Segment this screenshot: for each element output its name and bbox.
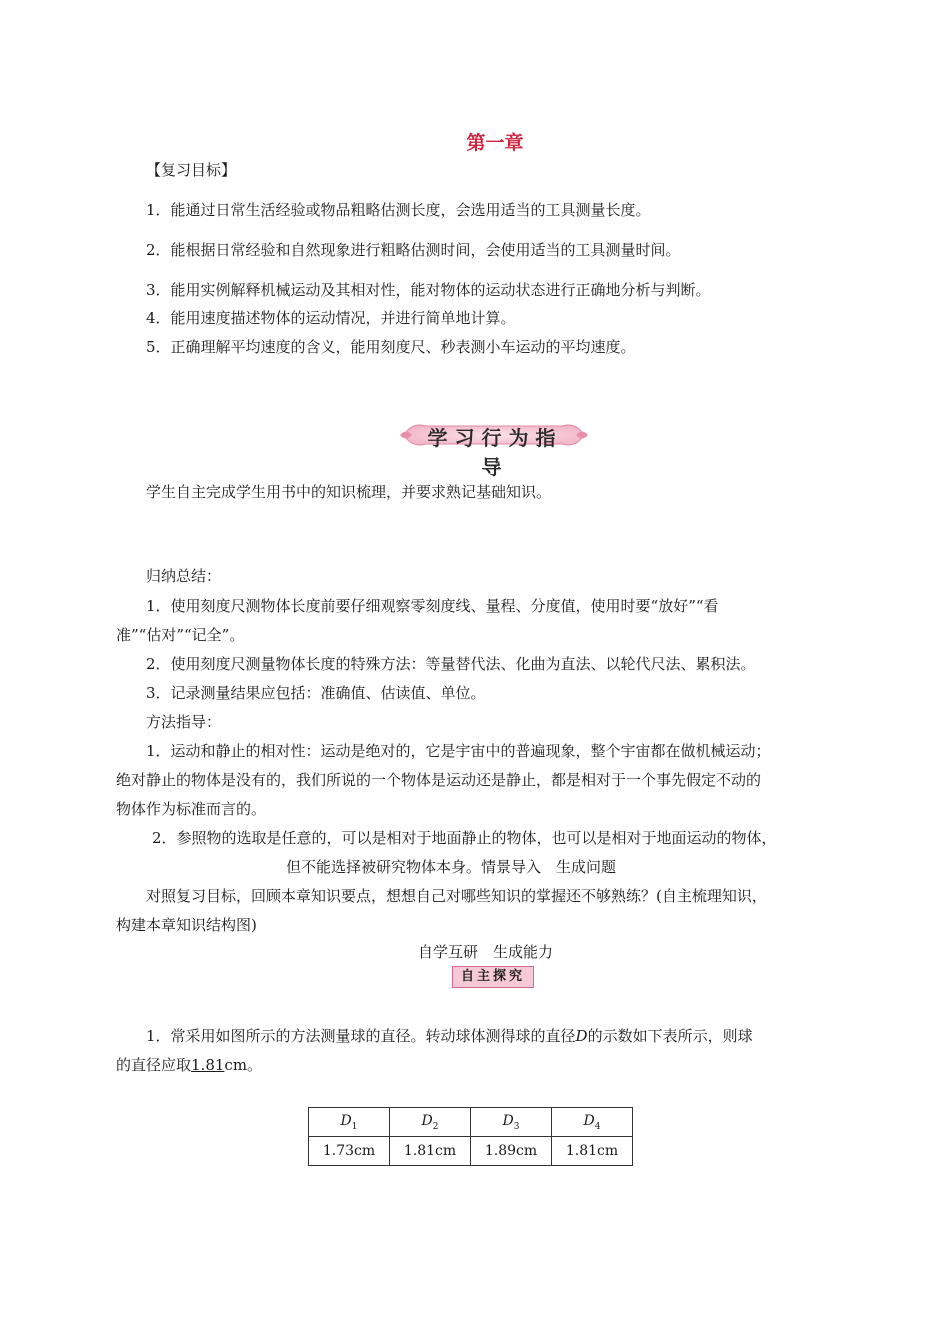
goal-item-3: 3．能用实例解释机械运动及其相对性，能对物体的运动状态进行正确地分析与判断。: [146, 281, 711, 299]
intro-line: 学生自主完成学生用书中的知识梳理，并要求熟记基础知识。: [146, 483, 552, 501]
summary-item-1b: 准”“估对”“记全”。: [116, 626, 245, 644]
goal-item-2: 2．能根据日常经验和自然现象进行粗略估测时间，会使用适当的工具测量时间。: [146, 241, 681, 259]
method-item-1c: 物体作为标准而言的。: [116, 800, 267, 818]
question-text-a2: 的示数如下表所示，则球: [587, 1027, 753, 1045]
table-header-row: [309, 1108, 633, 1137]
summary-item-2: 2．使用刻度尺测量物体长度的特殊方法：等量替代法、化曲为直法、以轮代尺法、累积法。: [146, 655, 756, 673]
table-row: [309, 1137, 633, 1166]
table-cell: 1.81cm: [390, 1137, 471, 1166]
measurement-table: [308, 1107, 633, 1166]
question-text-a1: 1．常采用如图所示的方法测量球的直径。转动球体测得球的直径: [146, 1027, 576, 1045]
question-line-1: [146, 1026, 753, 1046]
method-item-2a: 2．参照物的选取是任意的，可以是相对于地面静止的物体，也可以是相对于地面运动的物体，: [152, 829, 777, 847]
review-prompt-a: 对照复习目标，回顾本章知识要点，想想自己对哪些知识的掌握还不够熟练？(自主梳理知识，: [146, 887, 767, 905]
table-header-cell: $D_3$: [471, 1108, 552, 1137]
goal-item-4: 4．能用速度描述物体的运动情况，并进行简单地计算。: [146, 309, 516, 327]
goal-item-1: 1．能通过日常生活经验或物品粗略估测长度，会选用适当的工具测量长度。: [146, 201, 651, 219]
question-text-b1: 的直径应取: [116, 1056, 192, 1074]
summary-heading: 归纳总结：: [146, 567, 222, 585]
method-heading: 方法指导：: [146, 713, 222, 731]
review-goals-heading: 【复习目标】: [146, 161, 237, 179]
summary-item-3: 3．记录测量结果应包括：准确值、估读值、单位。: [146, 684, 486, 702]
goal-item-5: 5．正确理解平均速度的含义，能用刻度尺、秒表测小车运动的平均速度。: [146, 338, 636, 356]
learning-guide-banner: [398, 418, 590, 479]
self-study-banner: 自主探究: [452, 966, 534, 988]
table-cell: 1.81cm: [552, 1137, 633, 1166]
method-item-1b: 绝对静止的物体是没有的，我们所说的一个物体是运动还是静止，都是相对于一个事先假定不动的: [116, 771, 762, 789]
table-header-cell: $D_2$: [390, 1108, 471, 1137]
method-item-1a: 1．运动和静止的相对性：运动是绝对的，它是宇宙中的普遍现象，整个宇宙都在做机械运动；: [146, 742, 771, 760]
chapter-title: 第一章: [466, 132, 524, 154]
summary-item-1a: 1．使用刻度尺测物体长度前要仔细观察零刻度线、量程、分度值，使用时要“放好”“看: [146, 597, 719, 615]
question-text-b2: cm。: [224, 1056, 263, 1074]
table-cell: 1.89cm: [471, 1137, 552, 1166]
question-line-2: [116, 1055, 262, 1075]
question-answer: 1.81: [191, 1056, 225, 1074]
table-header-cell: $D_4$: [552, 1108, 633, 1137]
review-prompt-b: 构建本章知识结构图): [116, 916, 257, 934]
question-var: D: [575, 1027, 588, 1045]
section-heading: 自学互研 生成能力: [418, 943, 554, 961]
banner-label: 学习行为指导: [427, 426, 563, 479]
method-item-2b: 但不能选择被研究物体本身。情景导入 生成问题: [286, 858, 617, 876]
table-cell: 1.73cm: [309, 1137, 390, 1166]
table-header-cell: $D_1$: [309, 1108, 390, 1137]
